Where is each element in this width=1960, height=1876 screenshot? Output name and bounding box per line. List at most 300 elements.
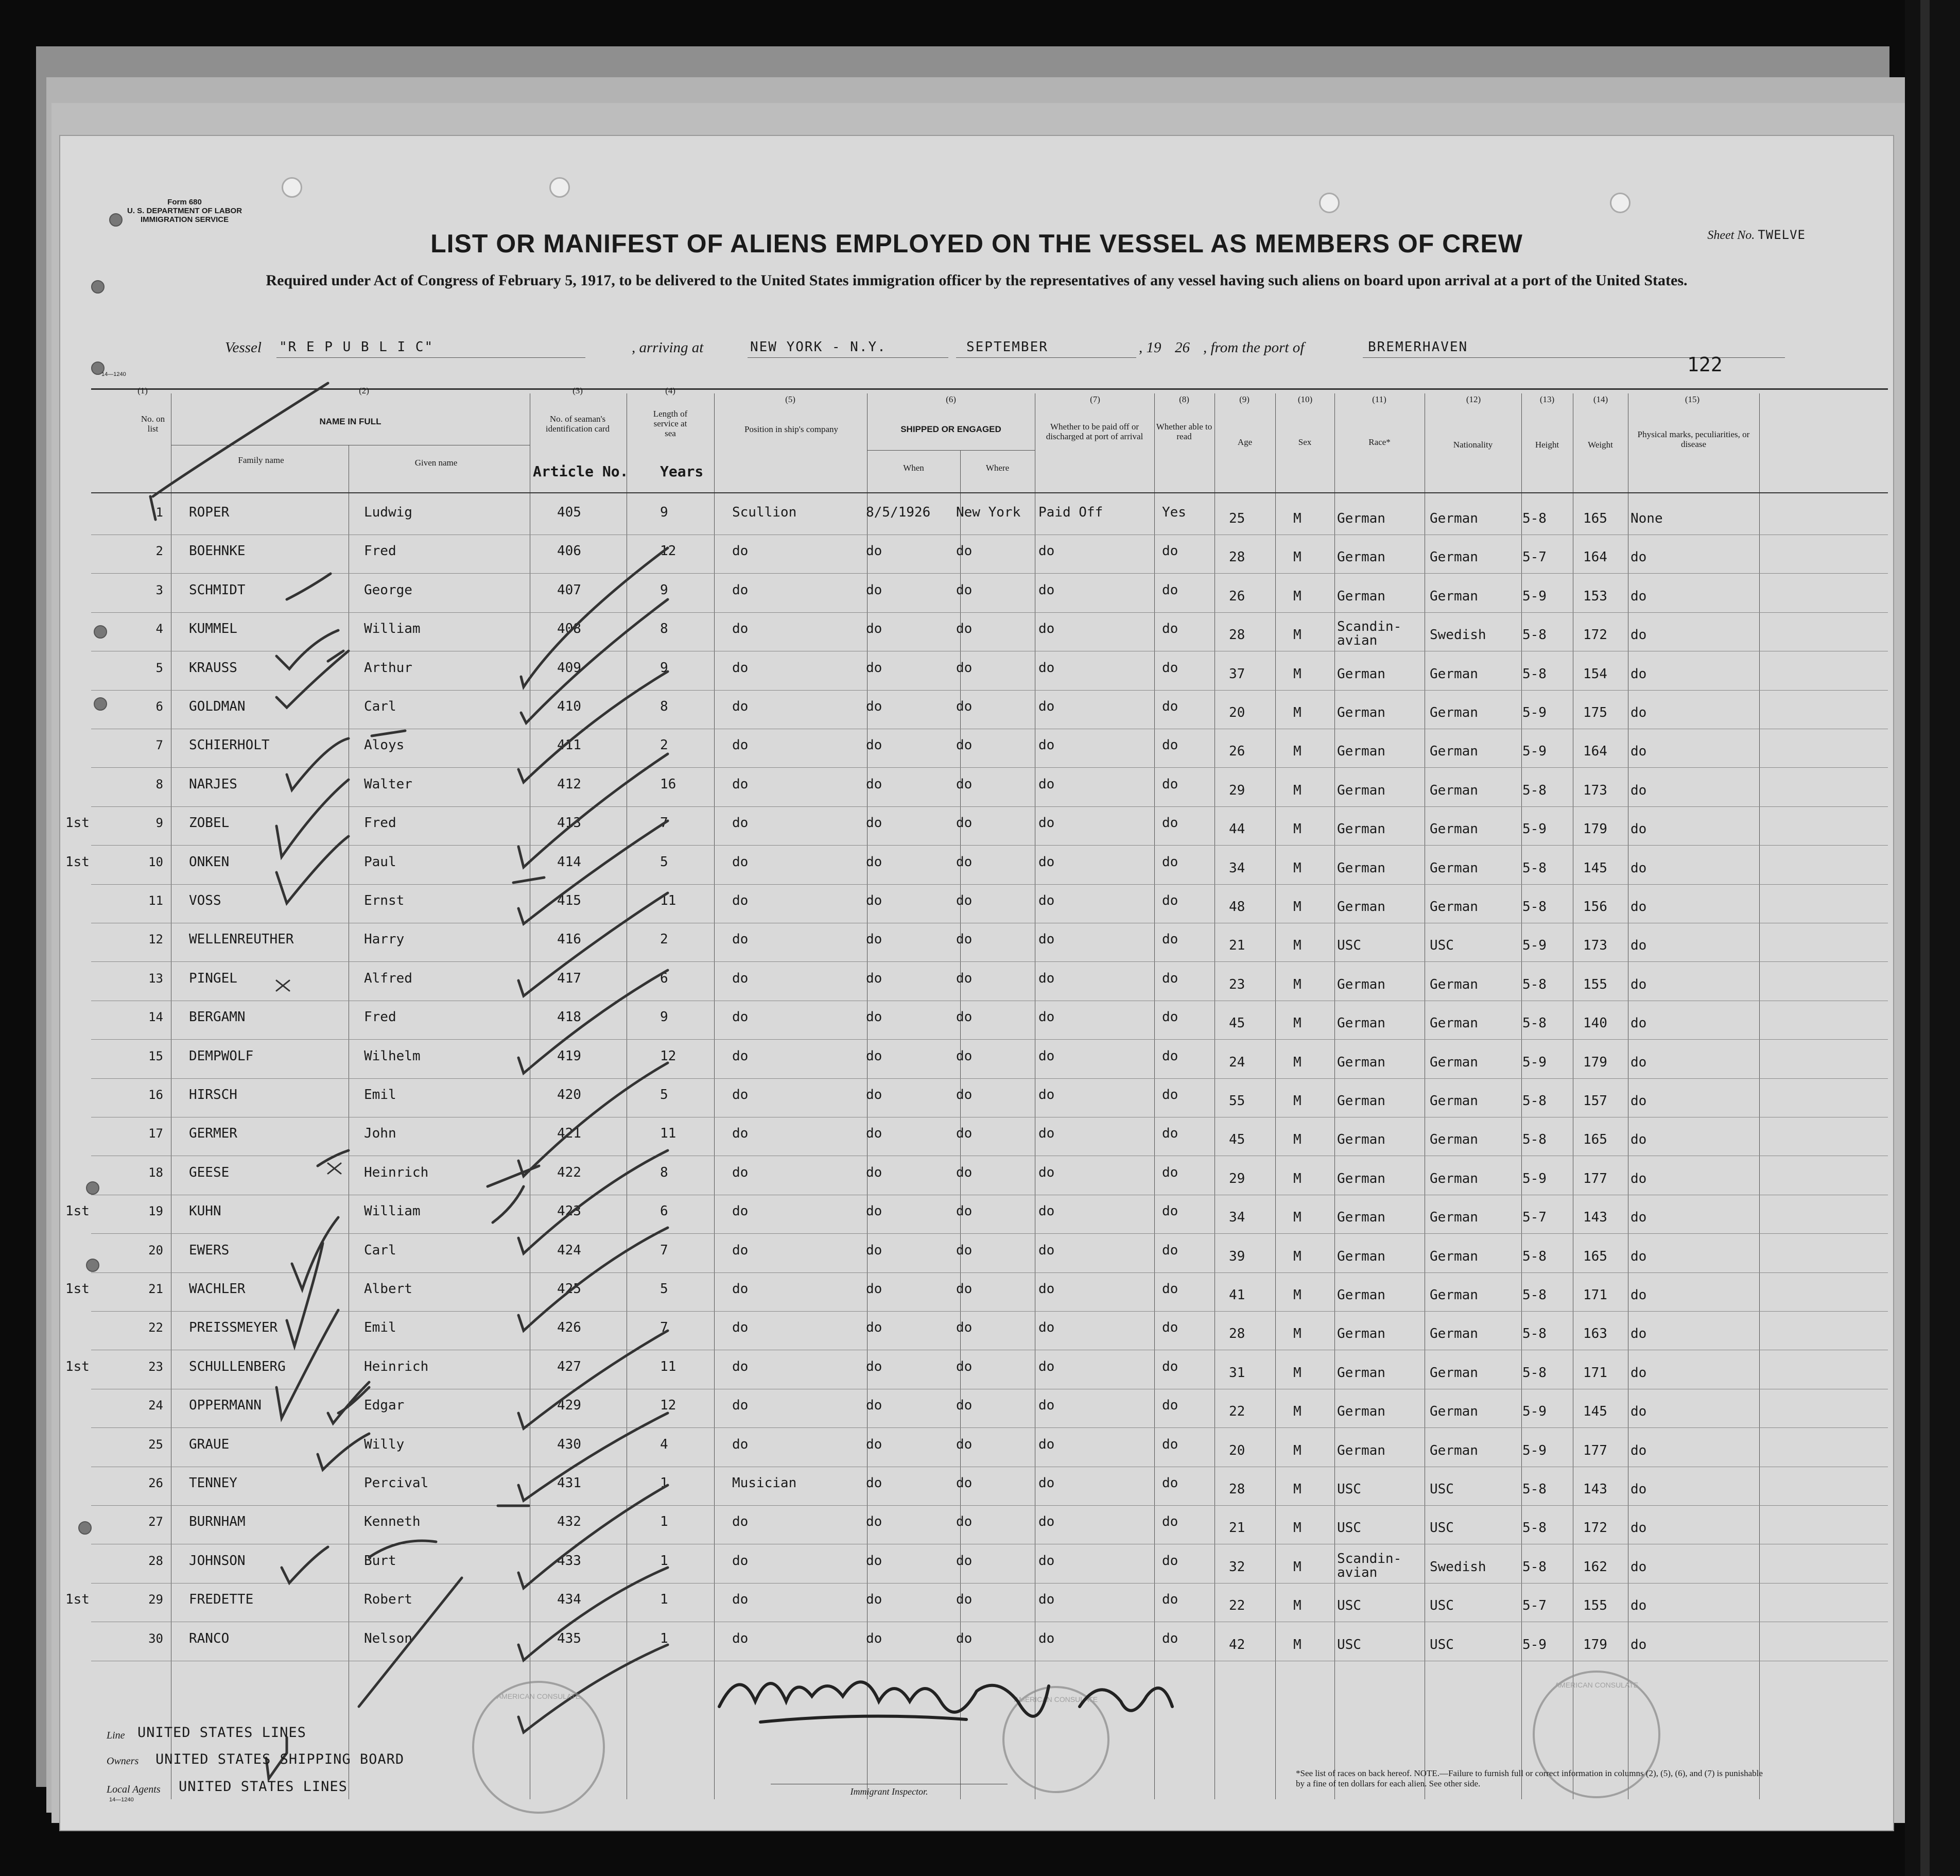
- cell-read: do: [1162, 660, 1178, 676]
- cell-marks: do: [1631, 1365, 1647, 1381]
- cell-race: German: [1337, 1249, 1385, 1264]
- cell-where: do: [956, 1243, 973, 1258]
- cell-paid: Paid Off: [1038, 505, 1103, 520]
- column-number: (9): [1239, 394, 1250, 404]
- column-number: (14): [1593, 394, 1608, 404]
- cell-no: 12: [148, 932, 163, 946]
- cell-sex: M: [1293, 1055, 1302, 1070]
- cell-family: JOHNSON: [189, 1553, 246, 1569]
- cell-height: 5-9: [1522, 1443, 1547, 1458]
- cell-position: do: [732, 815, 749, 831]
- cell-race: German: [1337, 1055, 1385, 1070]
- cell-sex: M: [1293, 1016, 1302, 1031]
- cell-years: 1: [660, 1514, 668, 1529]
- cell-race: USC: [1337, 1482, 1361, 1497]
- cell-when: do: [866, 1475, 882, 1491]
- cell-weight: 163: [1583, 1326, 1607, 1341]
- cell-paid: do: [1038, 1475, 1055, 1491]
- cell-given: Ludwig: [364, 505, 412, 520]
- sheet-number-value: TWELVE: [1758, 228, 1806, 242]
- cell-weight: 143: [1583, 1482, 1607, 1497]
- owners-label: Owners: [107, 1755, 139, 1767]
- cell-when: do: [866, 737, 882, 753]
- cell-paid: do: [1038, 893, 1055, 908]
- cell-race: Scandin- avian: [1337, 619, 1402, 648]
- cell-marks: do: [1631, 1093, 1647, 1109]
- cell-years: 7: [660, 1243, 668, 1258]
- cell-when: do: [866, 621, 882, 636]
- cell-marks: do: [1631, 1171, 1647, 1186]
- cell-margin: 1st: [65, 815, 90, 831]
- cell-sex: M: [1293, 666, 1302, 682]
- cell-paid: do: [1038, 971, 1055, 986]
- cell-years: 9: [660, 660, 668, 676]
- cell-years: 7: [660, 1320, 668, 1335]
- cell-weight: 145: [1583, 1404, 1607, 1419]
- cell-given: Edgar: [364, 1398, 405, 1413]
- cell-years: 9: [660, 582, 668, 598]
- cell-weight: 145: [1583, 860, 1607, 876]
- cell-marks: do: [1631, 1637, 1647, 1653]
- cell-marks: do: [1631, 1559, 1647, 1575]
- cell-no: 2: [155, 544, 163, 558]
- cell-paid: do: [1038, 737, 1055, 753]
- cell-weight: 171: [1583, 1365, 1607, 1381]
- cell-card: 405: [557, 505, 581, 520]
- cell-family: KUMMEL: [189, 621, 237, 636]
- cell-when: do: [866, 1009, 882, 1025]
- header-article-no: Article No.: [533, 463, 629, 480]
- cell-age: 48: [1229, 899, 1245, 915]
- cell-age: 41: [1229, 1287, 1245, 1303]
- cell-marks: do: [1631, 1210, 1647, 1225]
- cell-card: 430: [557, 1437, 581, 1452]
- cell-sex: M: [1293, 627, 1302, 643]
- cell-sex: M: [1293, 705, 1302, 720]
- cell-family: NARJES: [189, 777, 237, 792]
- cell-race: German: [1337, 1132, 1385, 1147]
- column-number: (8): [1179, 394, 1189, 404]
- cell-no: 20: [148, 1243, 163, 1258]
- cell-when: do: [866, 1281, 882, 1297]
- agents-code: 14—1240: [109, 1797, 134, 1803]
- cell-given: Nelson: [364, 1631, 412, 1646]
- cell-age: 25: [1229, 511, 1245, 526]
- cell-when: do: [866, 854, 882, 870]
- cell-card: 422: [557, 1165, 581, 1180]
- arrival-year: 26: [1175, 339, 1190, 356]
- cell-given: William: [364, 1203, 421, 1219]
- header-length-service: Length of service at sea: [653, 409, 688, 438]
- cell-sex: M: [1293, 589, 1302, 604]
- cell-race: German: [1337, 744, 1385, 759]
- cell-family: DEMPWOLF: [189, 1048, 254, 1064]
- cell-nationality: German: [1430, 744, 1478, 759]
- cell-race: German: [1337, 821, 1385, 837]
- cell-family: OPPERMANN: [189, 1398, 262, 1413]
- cell-height: 5-8: [1522, 1132, 1547, 1147]
- header-no-on-list: No. on list: [141, 414, 165, 434]
- cell-race: German: [1337, 1093, 1385, 1109]
- cell-card: 421: [557, 1126, 581, 1141]
- cell-family: GEESE: [189, 1165, 230, 1180]
- cell-nationality: German: [1430, 1093, 1478, 1109]
- cell-age: 39: [1229, 1249, 1245, 1264]
- cell-read: do: [1162, 582, 1178, 598]
- cell-card: 423: [557, 1203, 581, 1219]
- cell-family: WACHLER: [189, 1281, 246, 1297]
- cell-marks: do: [1631, 977, 1647, 992]
- cell-race: German: [1337, 783, 1385, 798]
- cell-race: German: [1337, 1326, 1385, 1341]
- cell-years: 6: [660, 1203, 668, 1219]
- header-physical-marks: Physical marks, peculiarities, or disease: [1637, 429, 1750, 449]
- cell-given: Heinrich: [364, 1165, 429, 1180]
- cell-read: do: [1162, 1243, 1178, 1258]
- cell-age: 21: [1229, 938, 1245, 953]
- cell-margin: 1st: [65, 854, 90, 870]
- cell-age: 29: [1229, 783, 1245, 798]
- cell-no: 19: [148, 1204, 163, 1218]
- cell-family: ONKEN: [189, 854, 230, 870]
- cell-given: Paul: [364, 854, 396, 870]
- cell-read: do: [1162, 737, 1178, 753]
- cell-weight: 162: [1583, 1559, 1607, 1575]
- cell-card: 413: [557, 815, 581, 831]
- cell-paid: do: [1038, 1126, 1055, 1141]
- from-port-label: , from the port of: [1203, 339, 1305, 356]
- cell-marks: do: [1631, 1404, 1647, 1419]
- column-number: (6): [946, 394, 956, 404]
- cell-no: 25: [148, 1437, 163, 1452]
- cell-years: 1: [660, 1592, 668, 1607]
- cell-given: Aloys: [364, 737, 405, 753]
- cell-race: German: [1337, 1404, 1385, 1419]
- cell-race: USC: [1337, 1598, 1361, 1613]
- cell-race: German: [1337, 1016, 1385, 1031]
- cell-when: do: [866, 1592, 882, 1607]
- cell-nationality: German: [1430, 1443, 1478, 1458]
- cell-marks: do: [1631, 821, 1647, 837]
- stamp-text: AMERICAN CONSULATE: [496, 1692, 581, 1700]
- cell-card: 434: [557, 1592, 581, 1607]
- cell-sex: M: [1293, 783, 1302, 798]
- cell-read: do: [1162, 1281, 1178, 1297]
- cell-height: 5-8: [1522, 1287, 1547, 1303]
- cell-height: 5-8: [1522, 1365, 1547, 1381]
- cell-age: 20: [1229, 705, 1245, 720]
- cell-sex: M: [1293, 1404, 1302, 1419]
- cell-when: do: [866, 1165, 882, 1180]
- column-number: (3): [573, 386, 583, 395]
- cell-family: SCHULLENBERG: [189, 1359, 286, 1374]
- cell-height: 5-8: [1522, 899, 1547, 915]
- cell-years: 8: [660, 1165, 668, 1180]
- cell-read: do: [1162, 1126, 1178, 1141]
- cell-given: Wilhelm: [364, 1048, 421, 1064]
- stamp-text: AMERICAN CONSULATE: [1014, 1695, 1098, 1703]
- cell-sex: M: [1293, 899, 1302, 915]
- cell-paid: do: [1038, 660, 1055, 676]
- form-code: 14—1240: [101, 371, 126, 377]
- cell-read: Yes: [1162, 505, 1186, 520]
- cell-height: 5-9: [1522, 1404, 1547, 1419]
- cell-card: 427: [557, 1359, 581, 1374]
- cell-read: do: [1162, 893, 1178, 908]
- cell-family: BURNHAM: [189, 1514, 246, 1529]
- cell-family: SCHIERHOLT: [189, 737, 270, 753]
- cell-years: 8: [660, 621, 668, 636]
- cell-no: 8: [155, 777, 163, 791]
- cell-sex: M: [1293, 938, 1302, 953]
- cell-read: do: [1162, 1553, 1178, 1569]
- cell-where: do: [956, 1009, 973, 1025]
- cell-read: do: [1162, 1398, 1178, 1413]
- cell-read: do: [1162, 1048, 1178, 1064]
- column-number: (11): [1372, 394, 1386, 404]
- cell-marks: do: [1631, 1326, 1647, 1341]
- cell-card: 416: [557, 932, 581, 947]
- cell-race: German: [1337, 1443, 1385, 1458]
- cell-nationality: German: [1430, 1326, 1478, 1341]
- scan-border: [1905, 0, 1960, 1876]
- cell-card: 424: [557, 1243, 581, 1258]
- cell-given: Fred: [364, 1009, 396, 1025]
- cell-where: do: [956, 737, 973, 753]
- cell-where: do: [956, 660, 973, 676]
- cell-height: 5-9: [1522, 1171, 1547, 1186]
- header-given-name: Given name: [414, 458, 458, 468]
- cell-position: do: [732, 932, 749, 947]
- cell-no: 5: [155, 661, 163, 675]
- cell-card: 411: [557, 737, 581, 753]
- cell-family: KRAUSS: [189, 660, 237, 676]
- cell-nationality: German: [1430, 977, 1478, 992]
- cell-nationality: German: [1430, 549, 1478, 565]
- vessel-label: Vessel: [225, 339, 262, 356]
- cell-marks: do: [1631, 1520, 1647, 1536]
- cell-marks: do: [1631, 549, 1647, 565]
- cell-no: 3: [155, 583, 163, 597]
- cell-years: 11: [660, 1359, 677, 1374]
- cell-nationality: USC: [1430, 1637, 1454, 1653]
- cell-sex: M: [1293, 1637, 1302, 1653]
- cell-family: GERMER: [189, 1126, 237, 1141]
- cell-read: do: [1162, 621, 1178, 636]
- cell-card: 418: [557, 1009, 581, 1025]
- cell-position: do: [732, 543, 749, 559]
- header-race: Race*: [1368, 437, 1391, 447]
- column-number: (12): [1466, 394, 1481, 404]
- cell-card: 420: [557, 1087, 581, 1103]
- cell-age: 44: [1229, 821, 1245, 837]
- cell-where: do: [956, 1437, 973, 1452]
- form-number: Form 680: [167, 198, 202, 206]
- cell-no: 22: [148, 1320, 163, 1335]
- header-shipped-engaged: SHIPPED OR ENGAGED: [900, 424, 1001, 434]
- cell-read: do: [1162, 815, 1178, 831]
- cell-years: 1: [660, 1475, 668, 1491]
- cell-paid: do: [1038, 543, 1055, 559]
- cell-height: 5-8: [1522, 1249, 1547, 1264]
- cell-height: 5-8: [1522, 860, 1547, 876]
- cell-years: 8: [660, 699, 668, 714]
- cell-weight: 165: [1583, 1249, 1607, 1264]
- cell-margin: 1st: [65, 1592, 90, 1607]
- cell-read: do: [1162, 543, 1178, 559]
- cell-years: 5: [660, 1281, 668, 1297]
- cell-read: do: [1162, 1592, 1178, 1607]
- cell-years: 2: [660, 737, 668, 753]
- cell-marks: do: [1631, 938, 1647, 953]
- cell-when: do: [866, 1048, 882, 1064]
- cell-read: do: [1162, 1514, 1178, 1529]
- cell-given: Heinrich: [364, 1359, 429, 1374]
- cell-sex: M: [1293, 1287, 1302, 1303]
- cell-paid: do: [1038, 1359, 1055, 1374]
- cell-weight: 164: [1583, 744, 1607, 759]
- cell-marks: do: [1631, 627, 1647, 643]
- cell-no: 11: [148, 893, 163, 908]
- cell-family: SCHMIDT: [189, 582, 246, 598]
- page-title: LIST OR MANIFEST OF ALIENS EMPLOYED ON THE VESSEL AS MEMBERS OF CREW: [430, 229, 1523, 258]
- cell-where: do: [956, 854, 973, 870]
- cell-read: do: [1162, 1320, 1178, 1335]
- cell-read: do: [1162, 1203, 1178, 1219]
- cell-height: 5-7: [1522, 1210, 1547, 1225]
- header-id-card: No. of seaman's identification card: [545, 414, 610, 434]
- cell-age: 28: [1229, 549, 1245, 565]
- cell-position: Scullion: [732, 505, 797, 520]
- cell-age: 31: [1229, 1365, 1245, 1381]
- cell-sex: M: [1293, 1443, 1302, 1458]
- cell-card: 435: [557, 1631, 581, 1646]
- cell-given: Arthur: [364, 660, 412, 676]
- page-number: 122: [1687, 353, 1723, 376]
- cell-sex: M: [1293, 1249, 1302, 1264]
- cell-nationality: German: [1430, 511, 1478, 526]
- cell-nationality: USC: [1430, 938, 1454, 953]
- cell-height: 5-9: [1522, 589, 1547, 604]
- cell-sex: M: [1293, 1093, 1302, 1109]
- cell-where: do: [956, 1281, 973, 1297]
- cell-marks: do: [1631, 860, 1647, 876]
- cell-where: New York: [956, 505, 1021, 520]
- cell-height: 5-8: [1522, 1016, 1547, 1031]
- cell-family: GOLDMAN: [189, 699, 246, 714]
- cell-years: 12: [660, 543, 677, 559]
- header-where: Where: [985, 463, 1010, 473]
- cell-height: 5-9: [1522, 1637, 1547, 1653]
- column-number: (1): [137, 386, 148, 395]
- cell-age: 24: [1229, 1055, 1245, 1070]
- cell-paid: do: [1038, 1592, 1055, 1607]
- cell-marks: do: [1631, 1016, 1647, 1031]
- cell-no: 18: [148, 1165, 163, 1180]
- cell-family: GRAUE: [189, 1437, 230, 1452]
- cell-given: Alfred: [364, 971, 412, 986]
- cell-height: 5-9: [1522, 938, 1547, 953]
- cell-given: Carl: [364, 1243, 396, 1258]
- cell-nationality: German: [1430, 899, 1478, 915]
- cell-height: 5-9: [1522, 1055, 1547, 1070]
- cell-age: 37: [1229, 666, 1245, 682]
- cell-marks: do: [1631, 1598, 1647, 1613]
- cell-years: 2: [660, 932, 668, 947]
- cell-margin: 1st: [65, 1203, 90, 1219]
- cell-no: 27: [148, 1514, 163, 1529]
- cell-race: German: [1337, 1287, 1385, 1303]
- cell-paid: do: [1038, 1437, 1055, 1452]
- cell-card: 433: [557, 1553, 581, 1569]
- inspector-label: Immigrant Inspector.: [771, 1784, 1008, 1797]
- cell-weight: 175: [1583, 705, 1607, 720]
- cell-where: do: [956, 1553, 973, 1569]
- cell-marks: do: [1631, 1287, 1647, 1303]
- agents-value: UNITED STATES LINES: [179, 1779, 348, 1795]
- agents-label: Local Agents: [107, 1784, 161, 1795]
- cell-when: do: [866, 660, 882, 676]
- cell-when: do: [866, 1553, 882, 1569]
- cell-weight: 157: [1583, 1093, 1607, 1109]
- header-weight: Weight: [1588, 440, 1613, 450]
- cell-marks: do: [1631, 1055, 1647, 1070]
- cell-age: 32: [1229, 1559, 1245, 1575]
- cell-marks: do: [1631, 666, 1647, 682]
- cell-when: do: [866, 971, 882, 986]
- cell-sex: M: [1293, 821, 1302, 837]
- cell-family: BOEHNKE: [189, 543, 246, 559]
- cell-no: 16: [148, 1088, 163, 1102]
- cell-race: USC: [1337, 1520, 1361, 1536]
- cell-nationality: German: [1430, 821, 1478, 837]
- cell-marks: do: [1631, 1443, 1647, 1458]
- cell-where: do: [956, 971, 973, 986]
- cell-age: 23: [1229, 977, 1245, 992]
- consulate-seal-stamp: [472, 1681, 605, 1814]
- scan-border-bar: [1920, 0, 1930, 1876]
- cell-nationality: Swedish: [1430, 1559, 1486, 1575]
- cell-no: 17: [148, 1126, 163, 1141]
- cell-where: do: [956, 1592, 973, 1607]
- cell-nationality: USC: [1430, 1482, 1454, 1497]
- cell-weight: 155: [1583, 1598, 1607, 1613]
- cell-weight: 156: [1583, 899, 1607, 915]
- cell-given: Ernst: [364, 893, 405, 908]
- cell-years: 6: [660, 971, 668, 986]
- cell-nationality: German: [1430, 589, 1478, 604]
- cell-read: do: [1162, 1631, 1178, 1646]
- cell-family: HIRSCH: [189, 1087, 237, 1103]
- cell-where: do: [956, 1514, 973, 1529]
- header-sex: Sex: [1298, 437, 1312, 447]
- cell-marks: do: [1631, 1132, 1647, 1147]
- cell-position: do: [732, 737, 749, 753]
- cell-age: 34: [1229, 860, 1245, 876]
- cell-marks: do: [1631, 705, 1647, 720]
- service-name: IMMIGRATION SERVICE: [140, 215, 229, 224]
- cell-weight: 179: [1583, 1637, 1607, 1653]
- cell-sex: M: [1293, 1132, 1302, 1147]
- cell-race: German: [1337, 899, 1385, 915]
- cell-card: 406: [557, 543, 581, 559]
- cell-when: do: [866, 1243, 882, 1258]
- cell-card: 432: [557, 1514, 581, 1529]
- arrival-month: SEPTEMBER: [966, 339, 1048, 355]
- cell-family: VOSS: [189, 893, 221, 908]
- cell-height: 5-8: [1522, 783, 1547, 798]
- cell-sex: M: [1293, 1365, 1302, 1381]
